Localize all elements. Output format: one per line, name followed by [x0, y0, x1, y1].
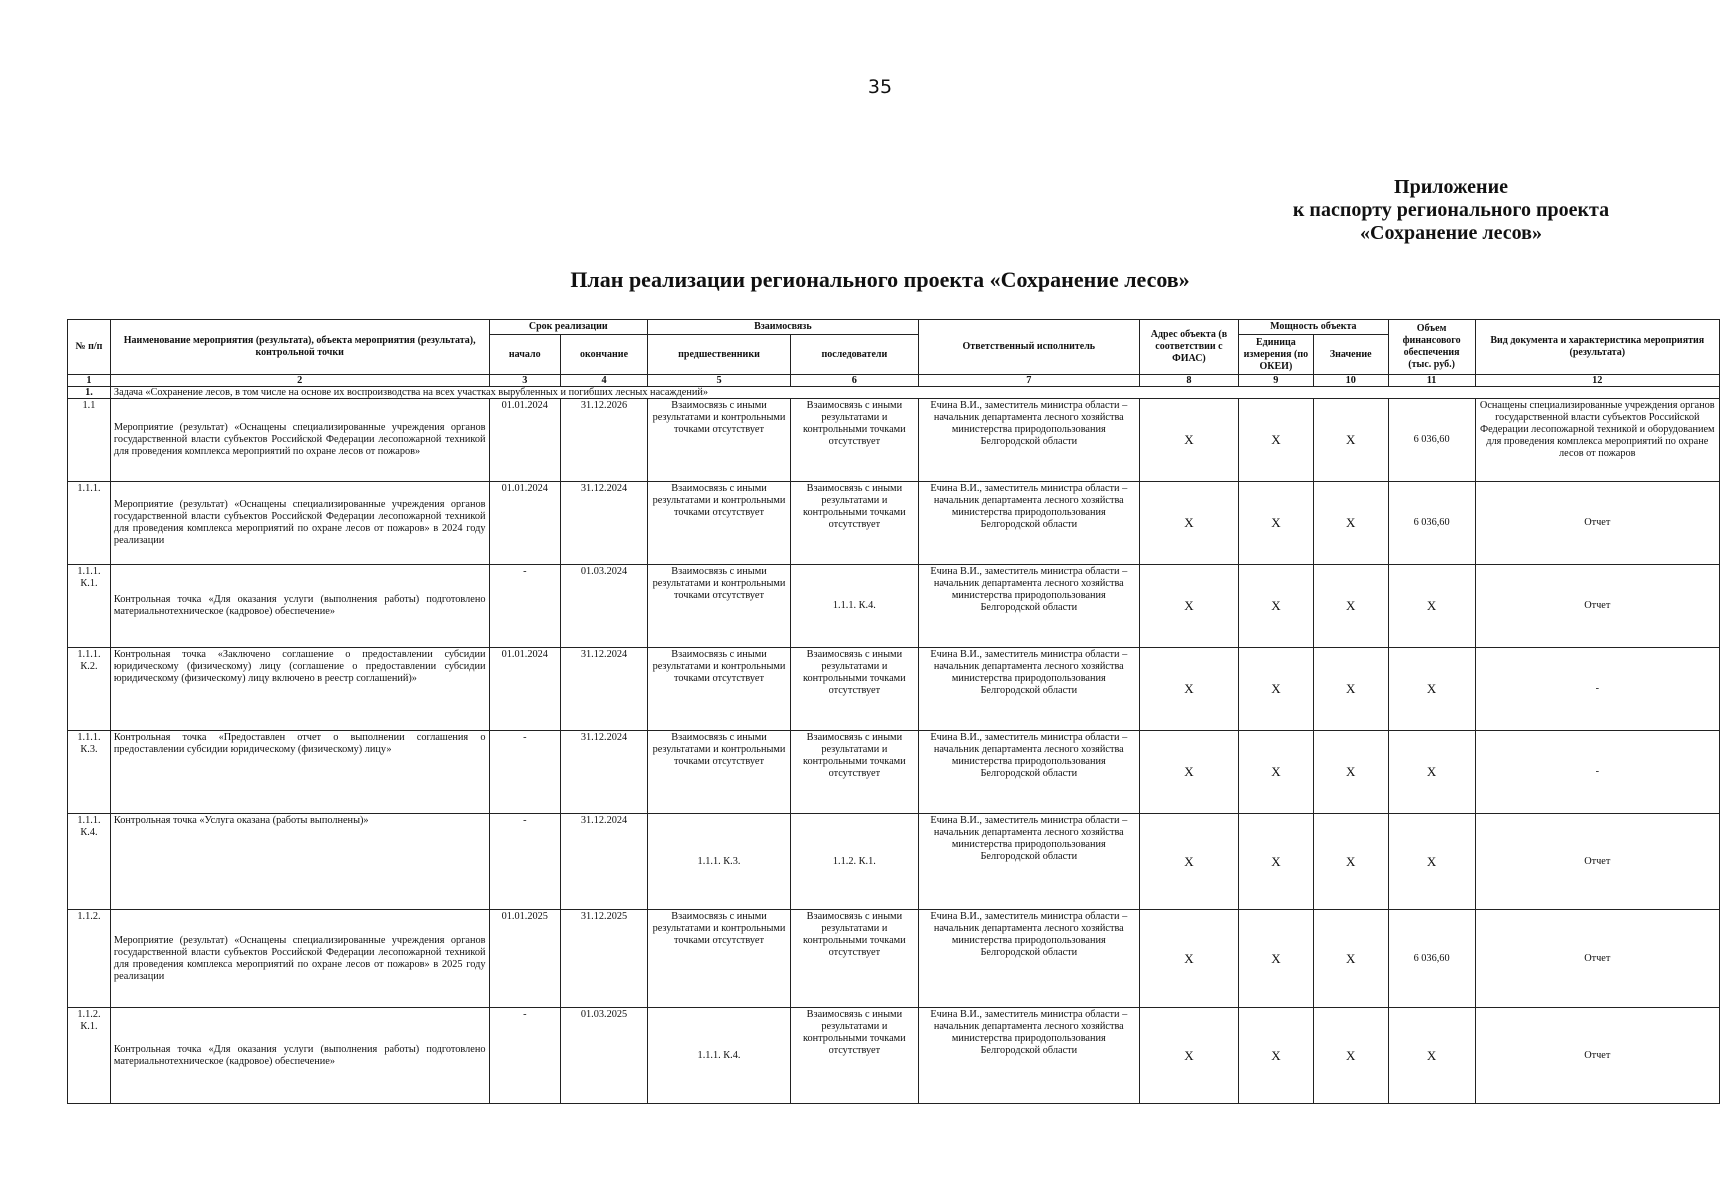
row-num: 1.1.1.	[68, 482, 111, 565]
page-number: 35	[867, 76, 893, 98]
row-funding: 6 036,60	[1388, 482, 1475, 565]
task-text: Задача «Сохранение лесов, в том числе на основе их воспроизводства на всех участках вырубленных и погибших лесных насаждений»	[110, 387, 1719, 399]
header-unit: Единица измерения (по ОКЕИ)	[1238, 335, 1313, 375]
column-number: 8	[1139, 375, 1238, 387]
column-number: 3	[489, 375, 561, 387]
row-start: -	[489, 1008, 561, 1104]
row-successors: Взаимосвязь с иными результатами и контрольными точками отсутствует	[791, 399, 919, 482]
header-address: Адрес объекта (в соответствии с ФИАС)	[1139, 320, 1238, 375]
row-address: X	[1139, 399, 1238, 482]
row-predecessors: Взаимосвязь с иными результатами и контрольными точками отсутствует	[647, 910, 790, 1008]
row-predecessors: Взаимосвязь с иными результатами и контрольными точками отсутствует	[647, 399, 790, 482]
row-num: 1.1	[68, 399, 111, 482]
table-row	[68, 910, 1720, 1008]
row-num: 1.1.1. К.3.	[68, 731, 111, 814]
row-value: X	[1313, 1008, 1388, 1104]
table-row	[68, 399, 1720, 482]
row-funding: X	[1388, 648, 1475, 731]
header-name: Наименование мероприятия (результата), объекта мероприятия (результата), контрольной точки	[110, 320, 489, 375]
header-end: окончание	[561, 335, 648, 375]
row-unit: X	[1238, 731, 1313, 814]
row-doc: Отчет	[1475, 910, 1719, 1008]
row-end: 01.03.2025	[561, 1008, 648, 1104]
row-num: 1.1.2.	[68, 910, 111, 1008]
header-start: начало	[489, 335, 561, 375]
document-title: План реализации регионального проекта «Сохранение лесов»	[570, 267, 1190, 292]
table-row	[68, 731, 1720, 814]
row-doc: Отчет	[1475, 565, 1719, 648]
row-doc: -	[1475, 648, 1719, 731]
row-executor: Ечина В.И., заместитель министра области – начальник департамента лесного хозяйства министерства природопользования Белгородской области	[918, 814, 1139, 910]
row-address: X	[1139, 482, 1238, 565]
row-end: 31.12.2024	[561, 482, 648, 565]
row-funding: X	[1388, 1008, 1475, 1104]
row-successors: 1.1.2. К.1.	[791, 814, 919, 910]
row-unit: X	[1238, 565, 1313, 648]
row-name: Контрольная точка «Для оказания услуги (выполнения работы) подготовлено материальнотехническое (кадровое) обеспечение»	[110, 565, 489, 648]
header-num: № п/п	[68, 320, 111, 375]
row-unit: X	[1238, 1008, 1313, 1104]
row-start: 01.01.2025	[489, 910, 561, 1008]
row-unit: X	[1238, 814, 1313, 910]
row-end: 31.12.2024	[561, 731, 648, 814]
column-number: 7	[918, 375, 1139, 387]
row-funding: 6 036,60	[1388, 910, 1475, 1008]
table-row	[68, 1008, 1720, 1104]
row-address: X	[1139, 565, 1238, 648]
row-predecessors: 1.1.1. К.4.	[647, 1008, 790, 1104]
row-name: Мероприятие (результат) «Оснащены специализированные учреждения органов государственной власти субъектов Российской Федерации лесопожарной техникой для проведения комплекса мероприятий по охране лесов от пожаров» в 2024 году реализации	[110, 482, 489, 565]
row-num: 1.1.1. К.4.	[68, 814, 111, 910]
row-value: X	[1313, 731, 1388, 814]
row-unit: X	[1238, 482, 1313, 565]
column-number: 11	[1388, 375, 1475, 387]
appendix-line: «Сохранение лесов»	[1360, 222, 1542, 244]
row-doc: -	[1475, 731, 1719, 814]
row-name: Контрольная точка «Для оказания услуги (выполнения работы) подготовлено материальнотехническое (кадровое) обеспечение»	[110, 1008, 489, 1104]
header-successors: последователи	[791, 335, 919, 375]
row-executor: Ечина В.И., заместитель министра области – начальник департамента лесного хозяйства министерства природопользования Белгородской области	[918, 565, 1139, 648]
row-start: 01.01.2024	[489, 648, 561, 731]
row-doc: Отчет	[1475, 1008, 1719, 1104]
row-doc: Отчет	[1475, 814, 1719, 910]
row-end: 31.12.2024	[561, 814, 648, 910]
appendix-line: Приложение	[1394, 176, 1508, 198]
row-funding: X	[1388, 814, 1475, 910]
row-name: Мероприятие (результат) «Оснащены специализированные учреждения органов государственной власти субъектов Российской Федерации лесопожарной техникой для проведения комплекса мероприятий по охране лесов от пожаров»	[110, 399, 489, 482]
row-start: 01.01.2024	[489, 399, 561, 482]
table-row	[68, 648, 1720, 731]
header-predecessors: предшественники	[647, 335, 790, 375]
row-address: X	[1139, 910, 1238, 1008]
row-successors: Взаимосвязь с иными результатами и контрольными точками отсутствует	[791, 731, 919, 814]
column-number: 4	[561, 375, 648, 387]
header-value: Значение	[1313, 335, 1388, 375]
row-executor: Ечина В.И., заместитель министра области – начальник департамента лесного хозяйства министерства природопользования Белгородской области	[918, 482, 1139, 565]
row-value: X	[1313, 814, 1388, 910]
row-num: 1.1.1. К.2.	[68, 648, 111, 731]
row-start: -	[489, 814, 561, 910]
row-funding: X	[1388, 731, 1475, 814]
row-value: X	[1313, 648, 1388, 731]
header-funding: Объем финансового обеспечения (тыс. руб.)	[1388, 320, 1475, 375]
row-start: -	[489, 565, 561, 648]
column-numbers-row	[68, 375, 1720, 387]
row-num: 1.1.2. К.1.	[68, 1008, 111, 1104]
task-num: 1.	[68, 387, 111, 399]
row-predecessors: Взаимосвязь с иными результатами и контрольными точками отсутствует	[647, 731, 790, 814]
header-doc: Вид документа и характеристика мероприятия (результата)	[1475, 320, 1719, 375]
row-num: 1.1.1. К.1.	[68, 565, 111, 648]
appendix-heading	[1241, 176, 1661, 245]
column-number: 9	[1238, 375, 1313, 387]
header-relation: Взаимосвязь	[647, 320, 918, 335]
row-predecessors: 1.1.1. К.3.	[647, 814, 790, 910]
row-unit: X	[1238, 399, 1313, 482]
row-address: X	[1139, 814, 1238, 910]
row-executor: Ечина В.И., заместитель министра области – начальник департамента лесного хозяйства министерства природопользования Белгородской области	[918, 910, 1139, 1008]
row-doc: Отчет	[1475, 482, 1719, 565]
row-address: X	[1139, 1008, 1238, 1104]
row-address: X	[1139, 648, 1238, 731]
column-number: 2	[110, 375, 489, 387]
row-successors: Взаимосвязь с иными результатами и контрольными точками отсутствует	[791, 910, 919, 1008]
row-name: Контрольная точка «Предоставлен отчет о выполнении соглашения о предоставлении субсидии юридическому (физическому) лицу»	[110, 731, 489, 814]
column-number: 12	[1475, 375, 1719, 387]
task-row	[68, 387, 1720, 399]
column-number: 10	[1313, 375, 1388, 387]
row-start: 01.01.2024	[489, 482, 561, 565]
plan-table	[67, 319, 1720, 1104]
row-address: X	[1139, 731, 1238, 814]
header-executor: Ответственный исполнитель	[918, 320, 1139, 375]
row-value: X	[1313, 910, 1388, 1008]
header-period: Срок реализации	[489, 320, 647, 335]
row-unit: X	[1238, 648, 1313, 731]
row-predecessors: Взаимосвязь с иными результатами и контрольными точками отсутствует	[647, 648, 790, 731]
row-successors: Взаимосвязь с иными результатами и контрольными точками отсутствует	[791, 648, 919, 731]
column-number: 1	[68, 375, 111, 387]
row-successors: Взаимосвязь с иными результатами и контрольными точками отсутствует	[791, 1008, 919, 1104]
row-name: Контрольная точка «Заключено соглашение о предоставлении субсидии юридическому (физическому) лицу (соглашение о предоставлении субсидии юридическому (физическому) лицу включено в реестр соглашений)»	[110, 648, 489, 731]
row-predecessors: Взаимосвязь с иными результатами и контрольными точками отсутствует	[647, 565, 790, 648]
row-successors: Взаимосвязь с иными результатами и контрольными точками отсутствует	[791, 482, 919, 565]
row-predecessors: Взаимосвязь с иными результатами и контрольными точками отсутствует	[647, 482, 790, 565]
row-executor: Ечина В.И., заместитель министра области – начальник департамента лесного хозяйства министерства природопользования Белгородской области	[918, 1008, 1139, 1104]
appendix-line: к паспорту регионального проекта	[1292, 199, 1610, 221]
row-end: 31.12.2025	[561, 910, 648, 1008]
row-end: 31.12.2024	[561, 648, 648, 731]
column-number: 6	[791, 375, 919, 387]
row-value: X	[1313, 399, 1388, 482]
row-name: Мероприятие (результат) «Оснащены специализированные учреждения органов государственной власти субъектов Российской Федерации лесопожарной техникой для проведения комплекса мероприятий по охране лесов от пожаров» в 2025 году реализации	[110, 910, 489, 1008]
row-executor: Ечина В.И., заместитель министра области – начальник департамента лесного хозяйства министерства природопользования Белгородской области	[918, 731, 1139, 814]
column-number: 5	[647, 375, 790, 387]
table-row	[68, 565, 1720, 648]
row-value: X	[1313, 482, 1388, 565]
row-unit: X	[1238, 910, 1313, 1008]
row-successors: 1.1.1. К.4.	[791, 565, 919, 648]
row-start: -	[489, 731, 561, 814]
header-capacity: Мощность объекта	[1238, 320, 1388, 335]
table-row	[68, 482, 1720, 565]
row-executor: Ечина В.И., заместитель министра области – начальник департамента лесного хозяйства министерства природопользования Белгородской области	[918, 648, 1139, 731]
row-executor: Ечина В.И., заместитель министра области – начальник департамента лесного хозяйства министерства природопользования Белгородской области	[918, 399, 1139, 482]
table-row	[68, 814, 1720, 910]
row-funding: 6 036,60	[1388, 399, 1475, 482]
row-end: 31.12.2026	[561, 399, 648, 482]
row-doc: Оснащены специализированные учреждения органов государственной власти субъектов Российской Федерации лесопожарной техникой и оборудованием для проведения комплекса мероприятий по охране лесов от пожаров	[1475, 399, 1719, 482]
row-funding: X	[1388, 565, 1475, 648]
row-value: X	[1313, 565, 1388, 648]
row-name: Контрольная точка «Услуга оказана (работы выполнены)»	[110, 814, 489, 910]
row-end: 01.03.2024	[561, 565, 648, 648]
